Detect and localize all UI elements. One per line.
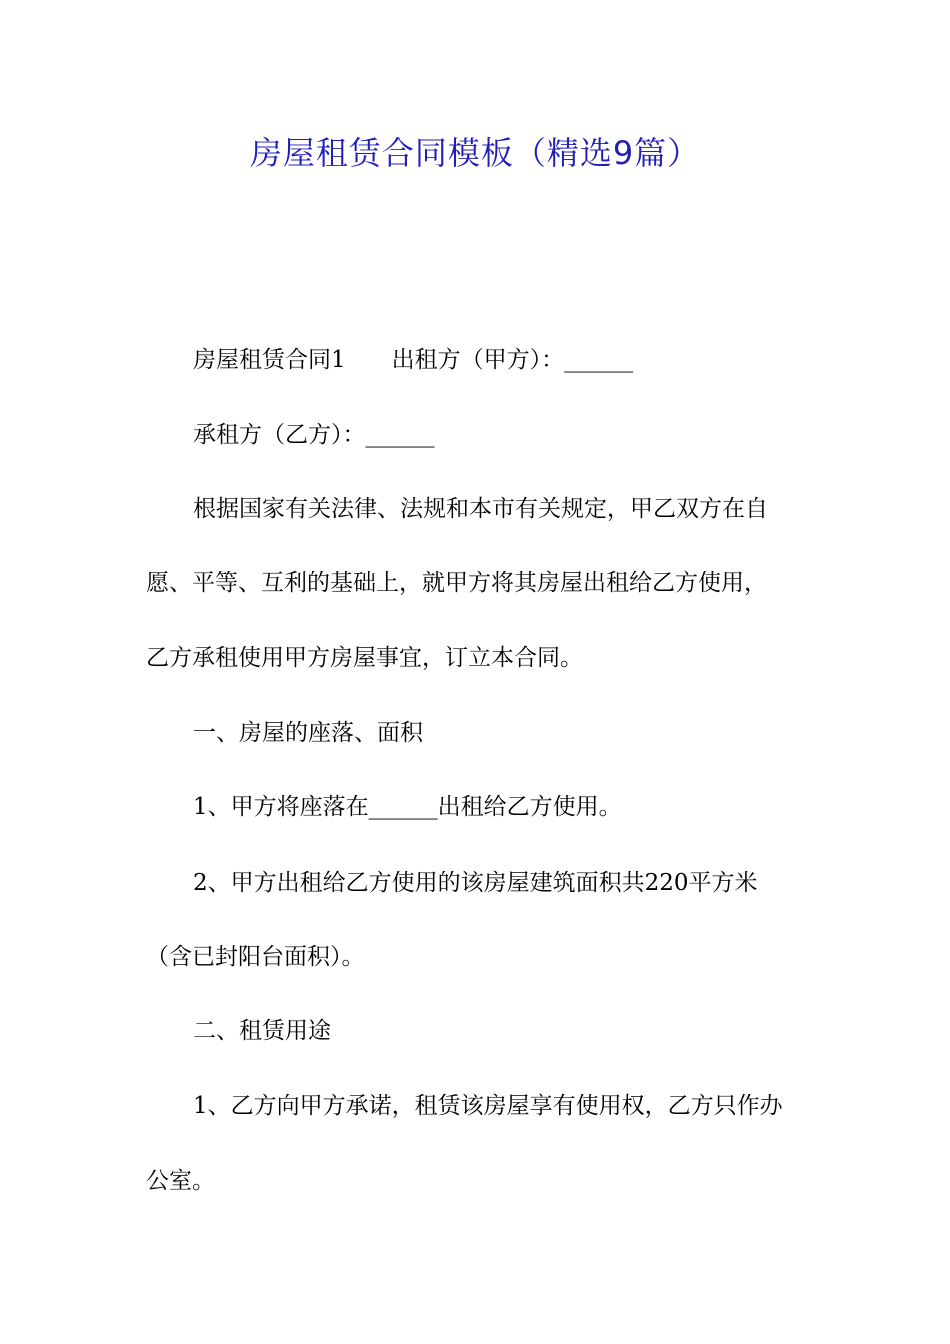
clause-line: （含已封阳台面积）。 xyxy=(146,944,365,970)
section-heading: 一、房屋的座落、面积 xyxy=(193,720,423,746)
document-title: 房屋租赁合同模板（精选9篇） xyxy=(249,134,701,172)
paragraph-line: 愿、平等、互利的基础上，就甲方将其房屋出租给乙方使用， xyxy=(146,570,767,596)
clause-line: 1、甲方将座落在______出租给乙方使用。 xyxy=(193,794,622,820)
contract-number: 房屋租赁合同1 xyxy=(193,347,346,373)
lessor-field: 出租方（甲方）：______ xyxy=(391,347,634,373)
clause-line: 公室。 xyxy=(146,1168,215,1194)
contract-heading-line xyxy=(0,343,950,377)
clause-line: 2、甲方出租给乙方使用的该房屋建筑面积共220平方米 xyxy=(193,870,758,896)
lessee-field: 承租方（乙方）：______ xyxy=(193,422,435,448)
section-heading: 二、租赁用途 xyxy=(193,1018,331,1044)
paragraph-line: 根据国家有关法律、法规和本市有关规定，甲乙双方在自 xyxy=(193,496,768,522)
paragraph-line: 乙方承租使用甲方房屋事宜，订立本合同。 xyxy=(146,645,583,671)
clause-line: 1、乙方向甲方承诺，租赁该房屋享有使用权，乙方只作办 xyxy=(193,1093,783,1119)
